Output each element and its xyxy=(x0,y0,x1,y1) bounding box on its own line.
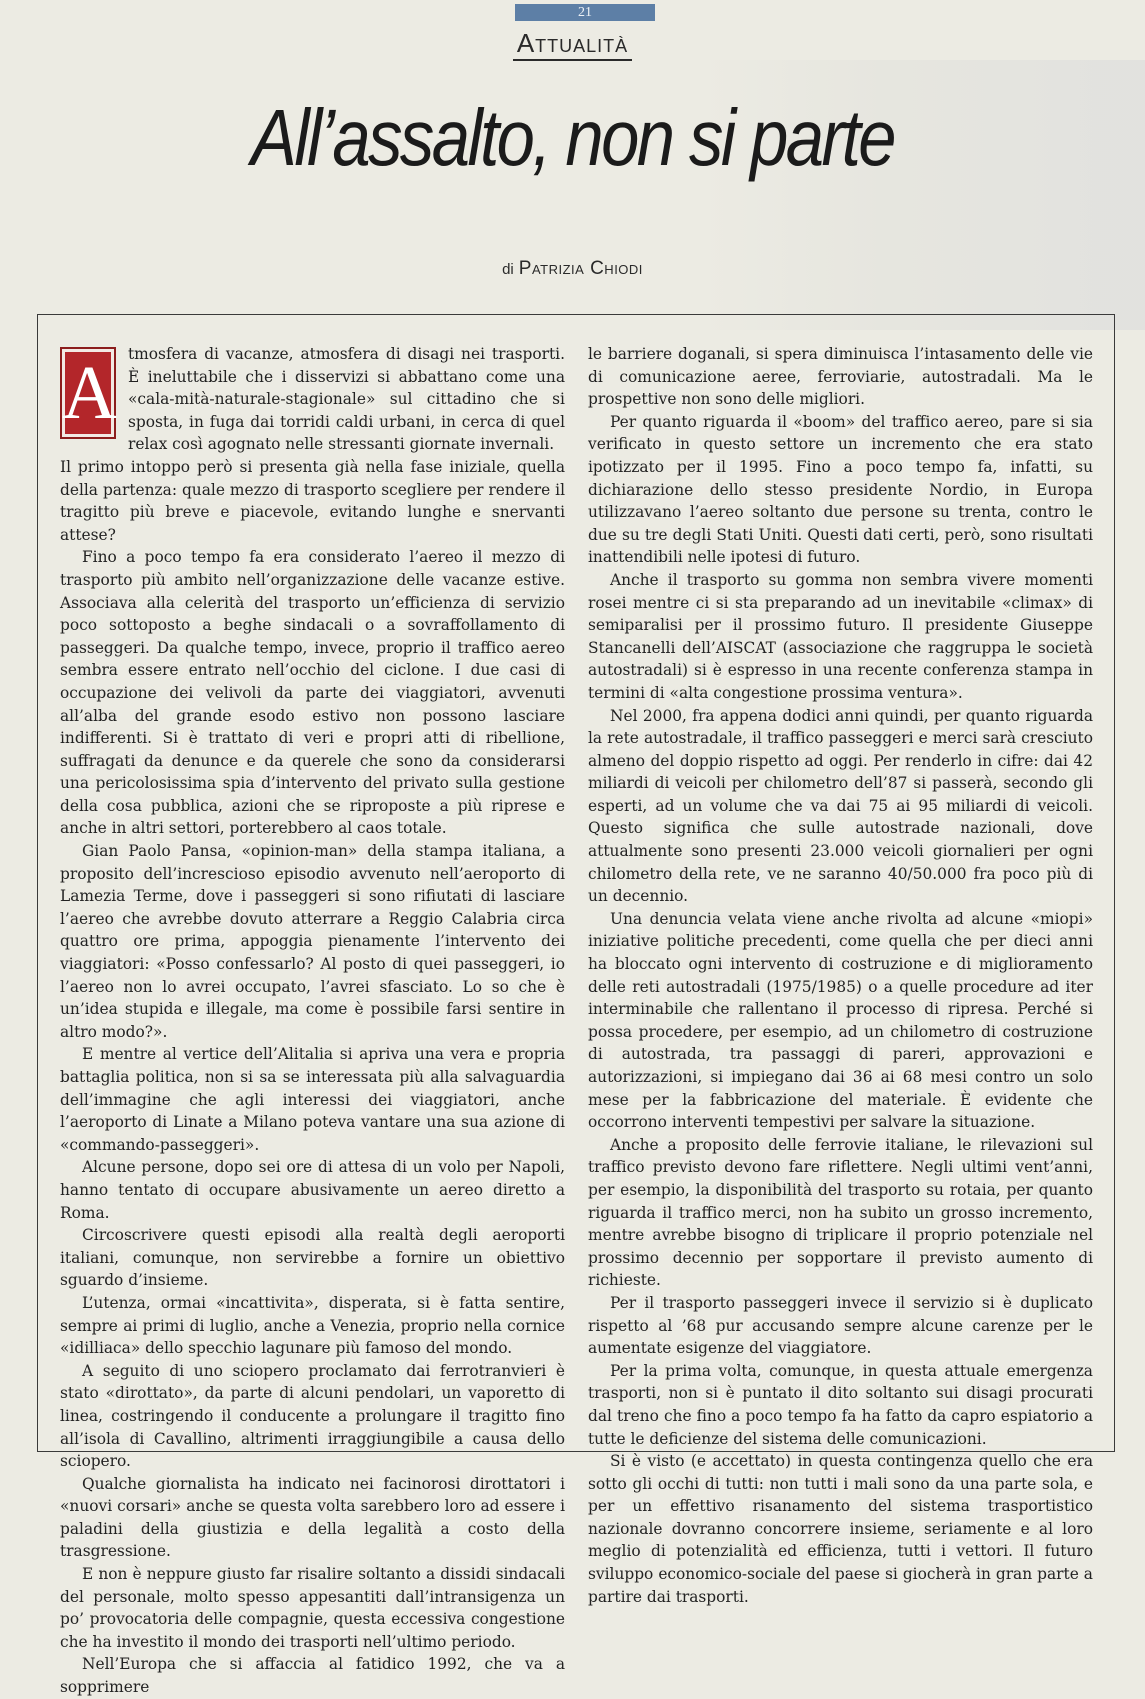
article-column-left xyxy=(60,343,565,1697)
article-column-right xyxy=(588,343,1093,1606)
article-paragraph: le barriere doganali, si spera diminuisca l’intasamento delle vie di comunicazione aeree, ferroviarie, autostradali. Ma le prospettive non sono delle migliori. xyxy=(588,345,1093,409)
section-heading xyxy=(0,28,1145,59)
drop-cap: A xyxy=(60,347,116,439)
article-paragraph: Nell’Europa che si affaccia al fatidico 1992, che va a sopprimere xyxy=(60,1655,565,1697)
article-paragraph: Gian Paolo Pansa, «opinion-man» della stampa italiana, a proposito dell’increscioso episodio avvenuto nell’aeroporto di Lamezia Terme, dove i passeggeri si sono rifiutati di lasciare l’aereo che avrebbe dovuto atterrare a Reggio Calabria circa quattro ore prima, appoggia pienamente l’intervento dei viaggiatori: «Posso confessarlo? Al posto di quei passeggeri, io l’aereo non lo avrei occupato, l’avrei sfasciato. Lo so che è un’idea stupida e illegale, ma come è possibile farsi sentire in altro modo?». xyxy=(60,842,565,1041)
article-paragraph: Fino a poco tempo fa era considerato l’aereo il mezzo di trasporto più ambito nell’organizzazione delle vacanze estive. Associava alla celerità del trasporto un’efficienza di servizio poco sottoposto a beghe sindacali o a sovraffollamento di passeggeri. Da qualche tempo, invece, proprio il traffico aereo sembra essere entrato nell’occhio del ciclone. I due casi di occupazione dei velivoli da parte dei viaggiatori, avvenuti all’alba del grande esodo estivo non possono lasciare indifferenti. Si è trattato di veri e propri atti di ribellione, suffragati da denunce e da querele che sono da considerarsi una pericolosissima spia d’intervento del privato sulla gestione della cosa pubblica, azioni che se riproposte a più riprese e anche in altri settori, porterebbero al caos totale. xyxy=(60,548,565,838)
byline-prefix: di xyxy=(502,261,514,278)
section-label: Attualità xyxy=(513,28,632,61)
byline xyxy=(0,258,1145,280)
article-paragraph: E mentre al vertice dell’Alitalia si apriva una vera e propria battaglia politica, non si sa se interessata più alla salvaguardia dell’immagine che agli interessi dei viaggiatori, anche l’aeroporto di Linate a Milano poteva vantare una sua azione di «commando-passeggeri». xyxy=(60,1045,565,1154)
article-paragraph: Per quanto riguarda il «boom» del traffico aereo, pare si sia verificato in questo settore un incremento che era stato ipotizzato per il 1995. Fino a poco tempo fa, infatti, su dichiarazione dello stesso presidente Nordio, in Europa utilizzavano l’aereo soltanto due persone su trenta, contro le due su tre degli Stati Uniti. Questi dati certi, però, sono risultati inattendibili nelle ipotesi di futuro. xyxy=(588,412,1093,567)
page-number: 21 xyxy=(515,4,655,21)
article-paragraph: Si è visto (e accettato) in questa contingenza quello che era sotto gli occhi di tutti: non tutti i mali sono da una parte sola, e per un effettivo risanamento del sistema trasportistico nazionale dovranno concorrere insieme, seriamente e al loro meglio di potenzialità ed efficienza, tutti i vettori. Il futuro sviluppo economico-sociale del paese si giocherà in gran parte a partire dai trasporti. xyxy=(588,1452,1093,1606)
article-paragraph: E non è neppure giusto far risalire soltanto a dissidi sindacali del personale, molto spesso appesantiti dall’intransigenza un po’ provocatoria delle compagnie, questa eccessiva congestione che ha investito il mondo dei trasporti nell’ultimo periodo. xyxy=(60,1565,565,1651)
article-title: All’assalto, non si parte xyxy=(251,93,894,182)
article-paragraph: A tmosfera di vacanze, atmosfera di disagi nei trasporti. È ineluttabile che i disservizi si abbattano come una «cala-mità-naturale-stagionale» sul cittadino che si sposta, in fuga dai torridi caldi urbani, in cerca di quel relax così agognato nelle stressanti giornate invernali. xyxy=(62,345,565,454)
article-paragraph: L’utenza, ormai «incattivita», disperata, si è fatta sentire, sempre ai primi di luglio, anche a Venezia, proprio nella cornice «idilliaca» dello specchio lagunare più famoso del mondo. xyxy=(60,1293,565,1358)
byline-author: Patrizia Chiodi xyxy=(518,258,643,279)
article-paragraph: Anche a proposito delle ferrovie italiane, le rilevazioni sul traffico previsto devono fare riflettere. Negli ultimi vent’anni, per esempio, la disponibilità del trasporto su rotaia, per quanto riguarda il traffico merci, non ha subito un grosso incremento, mentre avrebbe bisogno di triplicare il proprio potenziale nel prossimo decennio per sopportare il previsto aumento di richieste. xyxy=(588,1135,1093,1290)
article-paragraph: Per la prima volta, comunque, in questa attuale emergenza trasporti, non si è puntato il dito soltanto sui disagi procurati dal treno che fino a poco tempo fa ha fatto da capro espiatorio a tutte le deficienze del sistema delle comunicazioni. xyxy=(588,1361,1093,1448)
article-paragraph: Per il trasporto passeggeri invece il servizio si è duplicato rispetto al ’68 pur accusando sempre alcune carenze per le aumentate esigenze del viaggiatore. xyxy=(588,1293,1093,1358)
article-paragraph: Una denuncia velata viene anche rivolta ad alcune «miopi» iniziative politiche precedenti, come quella che per dieci anni ha bloccato ogni intervento di costruzione e di miglioramento delle reti autostradali (1975/1985) o a quelle procedure ad iter interminabile che rallentano il processo di ripresa. Perché si possa procedere, per esempio, ad un chilometro di costruzione di autostrada, tra passaggi di pareri, approvazioni e autorizzazioni, si impiegano dai 36 ai 68 mesi contro un solo mese per la fabbricazione del materiale. È evidente che occorrono interventi tempestivi per salvare la situazione. xyxy=(588,909,1093,1132)
article-paragraph: Il primo intoppo però si presenta già nella fase iniziale, quella della partenza: quale mezzo di trasporto scegliere per rendere il tragitto più breve e piacevole, evitando lunghe e snervanti attese? xyxy=(60,457,565,544)
article-paragraph: Qualche giornalista ha indicato nei facinorosi dirottatori i «nuovi corsari» anche se questa volta sarebbero loro ad essere i paladini della giustizia e della legalità a costo della trasgressione. xyxy=(60,1474,565,1561)
article-paragraph: Nel 2000, fra appena dodici anni quindi, per quanto riguarda la rete autostradale, il traffico passeggeri e merci sarà cresciuto almeno del doppio rispetto ad oggi. Per renderlo in cifre: dai 42 miliardi di veicoli per chilometro dell’87 si passerà, secondo gli esperti, ad un volume che va dai 75 ai 95 miliardi di veicoli. Questo significa che sulle autostrade nazionali, dove attualmente sono presenti 23.000 veicoli giornalieri per ogni chilometro della rete, ve ne saranno 40/50.000 fra poco più di un decennio. xyxy=(588,706,1093,906)
article-paragraph: Anche il trasporto su gomma non sembra vivere momenti rosei mentre ci si sta preparando ad un inevitabile «climax» di semiparalisi per il prossimo futuro. Il presidente Giuseppe Stancanelli dell’AISCAT (associazione che raggruppa le società autostradali) si è espresso in una recente conferenza stampa in termini di «alta congestione prossima ventura». xyxy=(588,570,1093,702)
article-paragraph: A seguito di uno sciopero proclamato dai ferrotranvieri è stato «dirottato», da parte di alcuni pendolari, un vaporetto di linea, costringendo il conducente a prolungare il tragitto fino all’isola di Cavallino, altrimenti irraggiungibile a causa dello sciopero. xyxy=(60,1361,565,1471)
article-paragraph: Circoscrivere questi episodi alla realtà degli aeroporti italiani, comunque, non servirebbe a fornire un obiettivo sguardo d’insieme. xyxy=(60,1226,565,1290)
article-paragraph: Alcune persone, dopo sei ore di attesa di un volo per Napoli, hanno tentato di occupare abusivamente un aereo diretto a Roma. xyxy=(60,1158,565,1222)
